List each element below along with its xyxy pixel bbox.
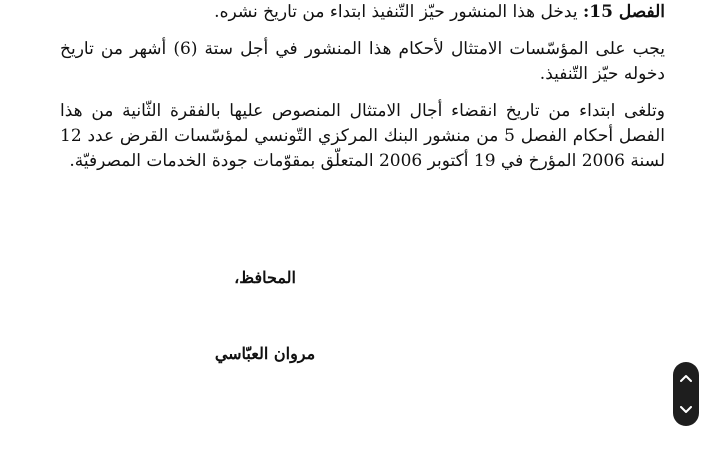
repeal-paragraph: وتلغى ابتداء من تاريخ انقضاء أجال الامتثال المنصوص عليها بالفقرة الثّانية من هذا الفصل أحكام الفصل 5 من منشور البنك المركزي التّونسي لمؤسّسات القرض عدد 12 لسنة 2006 المؤرخ في 19 أكتوبر 2006 المتعلّق بمقوّمات جودة الخدمات المصرفيّة. — [60, 101, 665, 171]
document-body — [60, 0, 665, 186]
article-15-paragraph — [60, 0, 665, 25]
chevron-up-icon — [680, 374, 692, 382]
scroll-down-button[interactable] — [673, 396, 699, 424]
article-heading: الفصل 15: — [583, 2, 665, 22]
compliance-paragraph: يجب على المؤسّسات الامتثال لأحكام هذا المنشور في أجل ستة (6) أشهر من تاريخ دخوله حيّز التّنفيذ. — [60, 39, 665, 84]
article-text: يدخل هذا المنشور حيّز التّنفيذ ابتداء من تاريخ نشره. — [214, 2, 583, 22]
page-scroll-controls — [673, 362, 699, 426]
scroll-up-button[interactable] — [673, 364, 699, 392]
signature-title: المحافظ، — [234, 268, 296, 287]
signature-name: مروان العبّاسي — [214, 344, 316, 363]
chevron-down-icon — [680, 406, 692, 414]
